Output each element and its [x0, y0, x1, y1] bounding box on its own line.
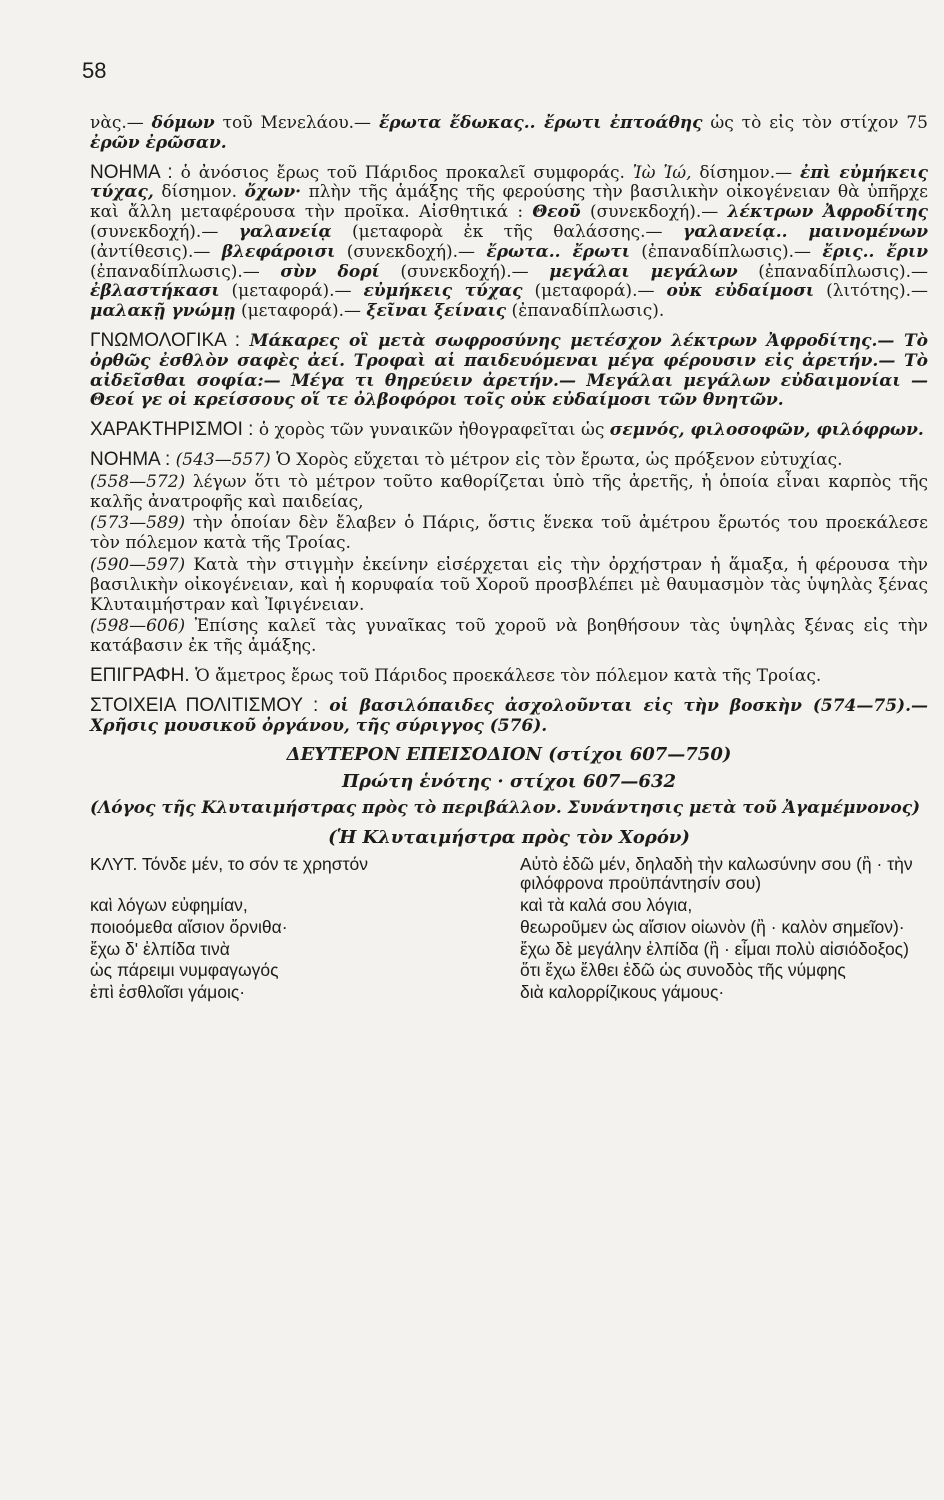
text: Κατὰ τὴν στιγμὴν ἐκείνην εἰσέρχεται εἰς τὴν ὀρχήστραν ἡ ἅμαξα, ἡ φέρουσα τὴν βασιλικὴν οἰκογένειαν, καὶ ἡ κορυφαία τοῦ Χοροῦ προσβλέπει μὲ θαυμασμὸν τὰς ὑψηλὰς ξένας Κλυταιμήστραν καὶ Ἰφιγένειαν. — [90, 554, 928, 615]
text: λέκτρων Ἀφροδίτης — [727, 202, 929, 223]
text: ἔρωτα ἔδωκας.. ἔρωτι ἐπτοάθης — [378, 113, 703, 133]
text: Ἰὼ Ἰώ, — [632, 162, 692, 183]
verse-greek: ΚΛΥΤ. Τόνδε μέν, το σόν τε χρηστόν — [90, 853, 368, 874]
paragraph-stoixeia — [90, 696, 928, 737]
verse-translation: Αὐτὸ ἐδῶ μέν, δηλαδὴ τὴν καλωσύνην σου (ἢ · τὴν φιλόφρονα προϋπάντησίν σου) — [520, 853, 913, 894]
text: ἐβλαστήκασι — [90, 281, 220, 302]
paragraph-gnomologika — [90, 331, 928, 411]
verse-range: (598—606) — [90, 616, 186, 637]
verse-greek: ἔχω δ' ἐλπίδα τινὰ — [90, 938, 230, 959]
text: (ἐπαναδίπλωσις). — [506, 301, 665, 322]
text: εὐμήκεις τύχας — [363, 281, 523, 302]
paragraph-noima-1 — [90, 163, 928, 322]
verse-range: (558—572) — [90, 471, 186, 492]
text: ξεῖναι ξείναις — [366, 301, 507, 322]
heading-text: ΔΕΥΤΕΡΟΝ ΕΠΕΙΣΟΔΙΟΝ (στίχοι 607—750) — [286, 744, 732, 766]
text: (συνεκδοχή).— — [90, 221, 239, 242]
section-label: ΓΝΩΜΟΛΟΓΙΚΑ : — [90, 329, 241, 351]
text: ὡς τὸ εἰς τὸν στίχον 75 — [702, 113, 928, 133]
heading-text: Πρώτη ἑνότης · στίχοι 607—632 — [341, 771, 677, 793]
text: Ἐπίσης καλεῖ τὰς γυναῖκας τοῦ χοροῦ νὰ βοηθήσουν τὰς ὑψηλὰς ξένας εἰς τὴν κατάβασιν ἐκ τῆς ἁμάξης. — [90, 616, 928, 657]
paragraph-epigrafi — [90, 666, 928, 687]
text: τοῦ Μενελάου.— — [214, 113, 379, 133]
text: (ἐπαναδίπλωσις).— — [737, 261, 928, 282]
text: ἐπὶ εὐμήκεις τύχας, — [90, 162, 929, 203]
verse-translation: θεωροῦμεν ὡς αἴσιον οἰωνὸν (ἢ · καλὸν σημεῖον)· — [520, 916, 905, 937]
text: δίσημον. — [153, 182, 245, 203]
text: Θεοῦ — [532, 202, 581, 223]
text: Ὁ ἄμετρος ἔρως τοῦ Πάριδος προεκάλεσε τὸν πόλεμον κατὰ τῆς Τροίας. — [189, 665, 822, 686]
text: σεμνός, φιλοσοφῶν, φιλόφρων. — [609, 420, 924, 441]
verse-greek: καὶ λόγων εὐφημίαν, — [90, 895, 248, 916]
section-label: ΝΟΗΜΑ : — [90, 448, 171, 470]
verse-translation: καὶ τὰ καλά σου λόγια, — [520, 895, 693, 916]
paragraph-charaktirismoi — [90, 420, 928, 441]
verse-range: (543—557) — [170, 449, 271, 470]
verse-greek: ποιοόμεθα αἴσιον ὄρνιθα· — [90, 916, 288, 937]
text: τὴν ὁποίαν δὲν ἔλαβεν ὁ Πάρις, ὅστις ἕνεκα τοῦ ἀμέτρου ἔρωτός του προεκάλεσε τὸν πόλεμον κατὰ τῆς Τροίας. — [90, 513, 928, 554]
episode-heading — [90, 745, 928, 766]
text: νὰς.— — [90, 113, 152, 133]
text: (λιτότης).— — [814, 281, 928, 302]
text: ὁ ἀνόσιος ἔρως τοῦ Πάριδος προκαλεῖ συμφοράς. — [172, 162, 633, 183]
text: Ὁ Χορὸς εὔχεται τὸ μέτρον εἰς τὸν ἔρωτα, ὡς πρόξενον εὐτυχίας. — [270, 449, 843, 470]
text: (μεταφορά).— — [235, 301, 367, 322]
verse-translation: ἔχω δὲ μεγάλην ἐλπίδα (ἢ · εἶμαι πολὺ αἰσιόδοξος) — [520, 938, 909, 959]
text: οὐκ εὐδαίμοσι — [666, 281, 815, 302]
paragraph-noima-2b — [90, 473, 928, 513]
text: (ἀντίθεσις).— — [90, 241, 222, 262]
verse-range: (573—589) — [90, 513, 186, 534]
text: (συνεκδοχή).— — [335, 241, 487, 262]
text: (ἐπαναδίπλωσις).— — [90, 261, 281, 282]
verse-row — [90, 896, 928, 916]
address-heading — [90, 828, 928, 849]
text: μεγάλαι μεγάλων — [549, 261, 738, 282]
text: πλὴν τῆς ἁμάξης τῆς φερούσης τὴν βασιλικὴν οἰκογένειαν θὰ ὑπῆρχε καὶ ἄλλη μεταφέρουσα τὴν προῖκα. Αἰσθητικά : — [90, 182, 928, 223]
verse-translation: ὅτι ἔχω ἔλθει ἐδῶ ὡς συνοδὸς τῆς νύμφης — [520, 960, 846, 981]
text: δίσημον.— — [691, 162, 801, 183]
text: (συνεκδοχή).— — [580, 202, 728, 223]
verse-range: (590—597) — [90, 554, 186, 575]
verse-row — [90, 961, 928, 981]
section-label: ΧΑΡΑΚΤΗΡΙΣΜΟΙ : — [90, 419, 254, 441]
verse-row — [90, 940, 928, 960]
verse-greek: ἐπὶ ἐσθλοῖσι γάμοις· — [90, 982, 246, 1003]
page-number: 58 — [82, 58, 107, 83]
text: γαλανείᾳ.. μαινομένων — [683, 221, 928, 242]
text: Μάκαρες οἳ μετὰ σωφροσύνης μετέσχον λέκτρων Ἀφροδίτης.— Τὸ ὀρθῶς ἐσθλὸν σαφὲς ἀεί. Τροφαὶ αἱ παιδευόμεναι μέγα φέρουσιν εἰς ἀρετήν.— Τὸ αἰδεῖσθαι σοφία:— Μέγα τι θηρεύειν ἀρετήν.— Μεγάλαι μεγάλων εὐδαιμονίαι — Θεοί γε οἱ κρείσσους οἵ τε ὀλβοφόροι τοῖς οὐκ εὐδαίμοσι τῶν θνητῶν. — [90, 330, 928, 411]
note-text: (Λόγος τῆς Κλυταιμήστρας πρὸς τὸ περιβάλλον. Συνάντησις μετὰ τοῦ Ἀγαμέμνονος) — [90, 797, 921, 818]
paragraph-noima-2e — [90, 617, 928, 657]
paragraph-noima-2 — [90, 450, 928, 471]
text: δόμων — [151, 113, 215, 133]
text: ἔρις.. ἔριν — [822, 241, 929, 262]
text: γαλανείᾳ — [238, 221, 332, 242]
section-label: ΕΠΙΓΡΑΦΗ. — [90, 664, 190, 686]
text: ὁ χορὸς τῶν γυναικῶν ἠθογραφεῖται ὡς — [253, 420, 610, 441]
text: (συνεκδοχή).— — [379, 261, 550, 282]
paragraph-notes — [90, 114, 928, 154]
text: (μεταφορά).— — [522, 281, 667, 302]
verse-row — [90, 918, 928, 938]
text: (ἐπαναδίπλωσις).— — [629, 241, 823, 262]
unit-note — [90, 799, 928, 819]
verse-greek: ὡς πάρειμι νυμφαγωγός — [90, 960, 279, 981]
verse-translation: διὰ καλορρίζικους γάμους· — [520, 982, 725, 1003]
paragraph-noima-2d — [90, 556, 928, 615]
paragraph-noima-2c — [90, 514, 928, 554]
verse-table — [90, 855, 928, 1004]
text: λέγων ὅτι τὸ μέτρον τοῦτο καθορίζεται ὑπὸ τῆς ἀρετῆς, ἡ ὁποία εἶναι καρπὸς τῆς καλῆς ἀνατροφῆς καὶ παιδείας, — [90, 471, 928, 512]
text: οἱ βασιλόπαιδες ἀσχολοῦνται εἰς τὴν βοσκὴν (574—75).— Χρῆσις μουσικοῦ ὀργάνου, τῆς σύριγγος (576). — [90, 695, 929, 736]
text: (μεταφορὰ ἐκ τῆς θαλάσσης.— — [331, 221, 683, 242]
heading-text: (Ἡ Κλυταιμήστρα πρὸς τὸν Χορόν) — [328, 826, 690, 848]
text: βλεφάροισι — [221, 241, 336, 262]
text: ἐρῶν ἐρῶσαν. — [90, 132, 227, 153]
section-label: ΣΤΟΙΧΕΙΑ ΠΟΛΙΤΙΣΜΟΥ : — [90, 694, 319, 716]
text: ἔρωτα.. ἔρωτι — [486, 241, 630, 262]
section-label: ΝΟΗΜΑ : — [90, 161, 173, 183]
text: σὺν δορί — [280, 261, 380, 282]
unit-heading — [90, 772, 928, 793]
text: ὄχων· — [244, 182, 302, 203]
page-body — [90, 114, 928, 1005]
verse-row — [90, 983, 928, 1003]
verse-row — [90, 855, 928, 895]
text: (μεταφορά).— — [219, 281, 364, 302]
text: μαλακῇ γνώμῃ — [90, 301, 236, 322]
